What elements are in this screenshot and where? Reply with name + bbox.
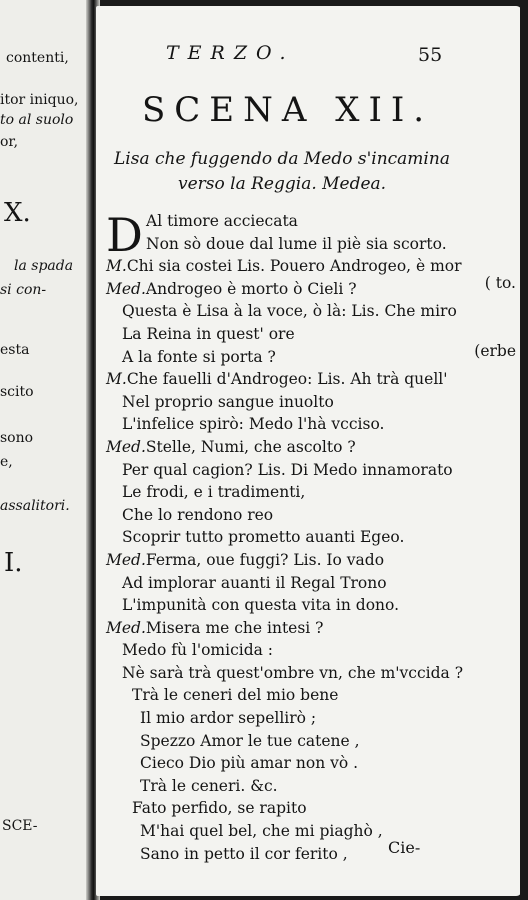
line-text: L'infelice spirò: Medo l'hà vcciso. bbox=[122, 415, 385, 434]
text-line bbox=[106, 504, 516, 527]
left-page-fragment: X. bbox=[4, 198, 31, 228]
left-page-fragment: la spada bbox=[14, 258, 74, 274]
text-line bbox=[106, 233, 516, 256]
speaker-label: Med. bbox=[106, 618, 146, 637]
running-head: TERZO. bbox=[166, 42, 295, 64]
text-line bbox=[106, 820, 516, 843]
left-page-fragment: e, bbox=[0, 454, 13, 470]
text-line bbox=[106, 459, 516, 482]
text-line bbox=[106, 273, 516, 301]
text-line bbox=[106, 368, 516, 391]
line-text: Trà le ceneri del mio bene bbox=[132, 686, 339, 705]
text-line bbox=[106, 391, 516, 414]
text-line bbox=[106, 684, 516, 707]
text-line bbox=[106, 662, 516, 685]
text-line bbox=[106, 300, 516, 323]
line-text: Il mio ardor sepellirò ; bbox=[140, 709, 317, 728]
turnover-fragment: ( to. bbox=[484, 273, 516, 292]
dialogue-text bbox=[106, 210, 516, 865]
line-text: Scoprir tutto prometto auanti Egeo. bbox=[122, 528, 405, 547]
left-page-fragment: sono bbox=[0, 430, 34, 446]
line-text: Al timore acciecata bbox=[146, 212, 298, 230]
line-text: Ad implorar auanti il Regal Trono bbox=[122, 573, 387, 592]
line-text: Questa è Lisa à la voce, ò là: Lis. Che miro bbox=[122, 302, 457, 321]
text-line bbox=[106, 594, 516, 617]
line-text: Non sò doue dal lume il piè sia scorto. bbox=[146, 234, 447, 253]
catchword: Cie- bbox=[388, 838, 421, 857]
left-page-fragment: to al suolo bbox=[0, 112, 74, 128]
speaker-label: M. bbox=[106, 370, 127, 389]
speaker-label: Med. bbox=[106, 437, 146, 456]
left-page-fragment: SCE- bbox=[2, 818, 38, 834]
line-text: Nè sarà trà quest'ombre vn, che m'vccida ? bbox=[122, 663, 464, 682]
text-line bbox=[106, 436, 516, 459]
text-line bbox=[106, 617, 516, 640]
text-line bbox=[106, 255, 516, 278]
line-text: Che fauelli d'Androgeo: Lis. Ah trà quell' bbox=[126, 370, 448, 389]
line-text: Le frodi, e i tradimenti, bbox=[122, 483, 306, 502]
text-line bbox=[106, 752, 516, 775]
text-line bbox=[106, 323, 516, 346]
text-line bbox=[106, 730, 516, 753]
line-text: Androgeo è morto ò Cieli ? bbox=[145, 279, 357, 298]
speaker-label: M. bbox=[106, 257, 127, 276]
text-line bbox=[106, 341, 516, 369]
text-line bbox=[106, 775, 516, 798]
speaker-label: Med. bbox=[106, 550, 146, 569]
line-text: Spezzo Amor le tue catene , bbox=[140, 731, 360, 750]
line-text: Misera me che intesi ? bbox=[145, 618, 324, 637]
text-line bbox=[106, 413, 516, 436]
text-line bbox=[106, 843, 516, 866]
line-text: Sano in petto il cor ferito , bbox=[140, 844, 348, 863]
stage-direction bbox=[114, 147, 514, 197]
page-number: 55 bbox=[418, 44, 443, 66]
line-text: Medo fù l'omicida : bbox=[122, 641, 274, 660]
left-page-fragment: esta bbox=[0, 342, 30, 358]
scene-title: SCENA XII. bbox=[142, 90, 434, 130]
line-text: Ferma, oue fuggi? Lis. Io vado bbox=[145, 550, 385, 569]
speaker-label: Med. bbox=[106, 279, 146, 298]
line-text: Nel proprio sangue inuolto bbox=[122, 392, 334, 411]
line-text: Per qual cagion? Lis. Di Medo innamorato bbox=[122, 460, 453, 479]
line-text: Fato perfido, se rapito bbox=[132, 799, 307, 818]
text-line bbox=[106, 481, 516, 504]
line-text: M'hai quel bel, che mi piaghò , bbox=[140, 822, 383, 841]
left-page-fragment: or, bbox=[0, 134, 19, 150]
line-text: Cieco Dio più amar non vò . bbox=[140, 754, 359, 773]
line-text: La Reina in quest' ore bbox=[122, 324, 295, 343]
line-text: L'impunità con questa vita in dono. bbox=[122, 596, 400, 615]
turnover-fragment: (erbe bbox=[474, 341, 516, 360]
text-line bbox=[106, 526, 516, 549]
left-page bbox=[0, 0, 90, 900]
text-line bbox=[106, 639, 516, 662]
text-line bbox=[106, 549, 516, 572]
line-text: Trà le ceneri. &c. bbox=[140, 776, 278, 795]
right-page bbox=[96, 6, 522, 896]
line-text: Che lo rendono reo bbox=[122, 505, 274, 524]
stage-direction-line: verso la Reggia. Medea. bbox=[178, 174, 387, 194]
text-line bbox=[106, 572, 516, 595]
line-text: A la fonte si porta ? bbox=[122, 347, 276, 366]
text-line bbox=[106, 707, 516, 730]
left-page-fragment: si con- bbox=[0, 282, 47, 298]
line-text: Chi sia costei Lis. Pouero Androgeo, è mor bbox=[126, 257, 462, 276]
left-page-fragment: I. bbox=[4, 548, 23, 578]
line-text: Stelle, Numi, che ascolto ? bbox=[145, 437, 356, 456]
text-line bbox=[106, 797, 516, 820]
left-page-fragment: contenti, bbox=[6, 50, 69, 66]
left-page-fragment: assalitori. bbox=[0, 498, 70, 514]
left-page-fragment: scito bbox=[0, 384, 34, 400]
right-edge bbox=[520, 0, 528, 900]
left-page-fragment: itor iniquo, bbox=[0, 92, 79, 108]
stage-direction-line: Lisa che fuggendo da Medo s'incamina bbox=[114, 149, 450, 169]
drop-cap: D bbox=[106, 208, 143, 262]
